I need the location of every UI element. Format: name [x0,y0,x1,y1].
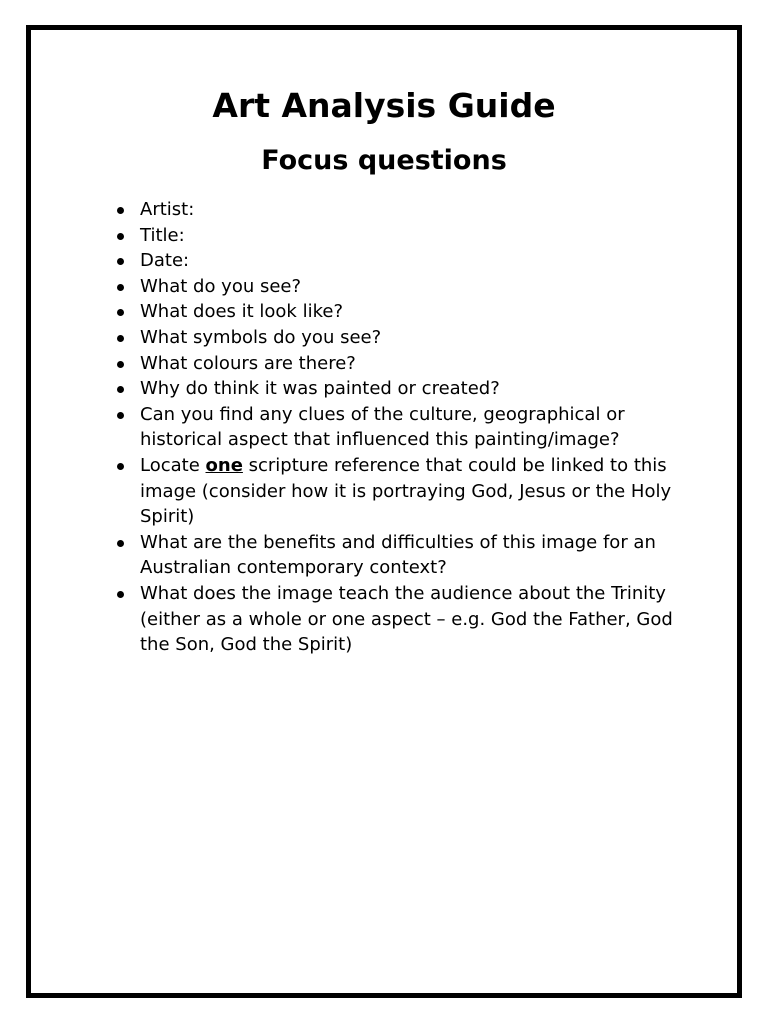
focus-questions-list [140,197,688,658]
question-item-why-created: Why do think it was painted or created? [140,376,688,402]
document-title: Art Analysis Guide [212,86,556,125]
scripture-suffix: scripture reference that could be linked to this image (consider how it is portraying God, Jesus or the Holy Spirit) [140,454,672,528]
question-item-title: Title: [140,223,688,249]
question-item-what-see: What do you see? [140,274,688,300]
scripture-prefix: Locate [140,454,206,476]
question-item-colours: What colours are there? [140,351,688,377]
question-item-look-like: What does it look like? [140,299,688,325]
scripture-emphasis: one [205,454,243,476]
question-item-artist: Artist: [140,197,688,223]
document-subtitle: Focus questions [261,145,507,176]
question-item-scripture [140,453,688,530]
question-item-symbols: What symbols do you see? [140,325,688,351]
question-item-trinity: What does the image teach the audience about the Trinity (either as a whole or one aspect – e.g. God the Father, God the Son, God the Spirit) [140,581,688,658]
question-item-date: Date: [140,248,688,274]
question-item-benefits: What are the benefits and difficulties of this image for an Australian contemporary context? [140,530,688,581]
question-item-clues: Can you find any clues of the culture, geographical or historical aspect that influenced this painting/image? [140,402,688,453]
